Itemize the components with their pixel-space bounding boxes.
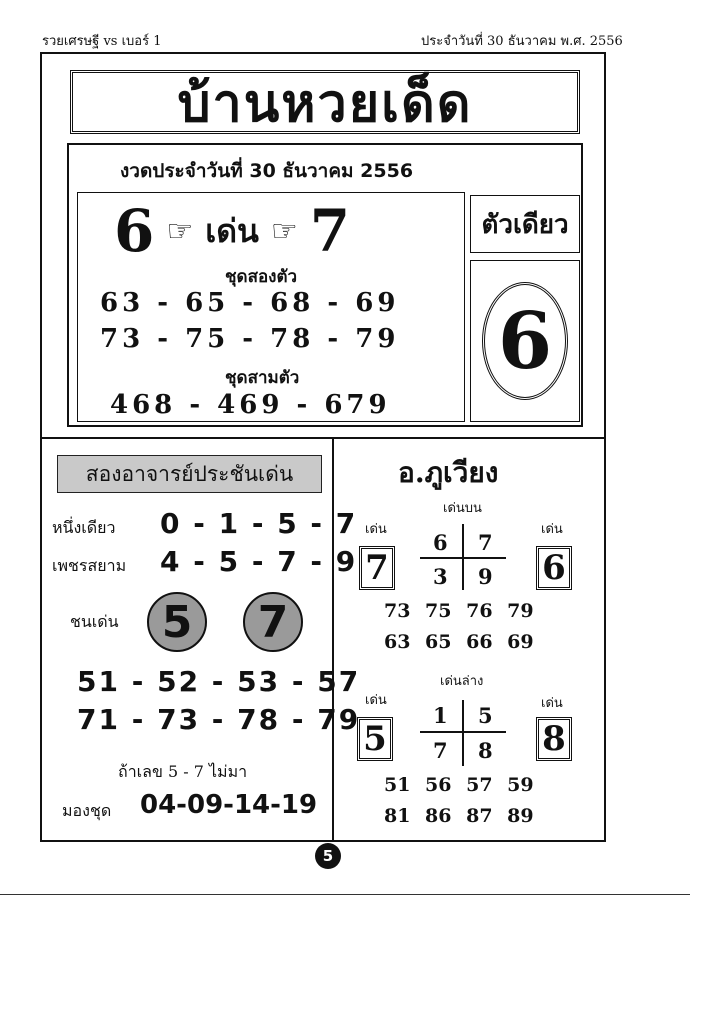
lower-pairs-row-2: 81 86 87 89 (384, 805, 534, 827)
left-pairs-row-1: 51 - 52 - 53 - 57 (77, 665, 361, 698)
upper-left-box: 7 (359, 546, 395, 590)
page-title: บ้านหวยเด็ด (70, 70, 580, 134)
paper-edge-divider (0, 894, 690, 895)
upper-right-box: 6 (536, 546, 572, 590)
upper-grid-br: 9 (478, 564, 493, 589)
left-panel-banner: สองอาจารย์ประชันเด่น (57, 455, 322, 493)
row-label-phet-sayam: เพชรสยาม (52, 556, 127, 575)
pointing-hand-right-icon: ☞ (270, 213, 298, 249)
pointing-hand-right-icon: ☞ (166, 213, 194, 249)
main-right-digit: 7 (309, 197, 351, 265)
lower-grid-tr: 5 (478, 703, 493, 728)
chon-digit-2: 7 (243, 592, 303, 652)
note-if-missing: ถ้าเลข 5 - 7 ไม่มา (118, 762, 248, 781)
chon-label: ชนเด่น (70, 612, 119, 631)
two-digit-label: ชุดสองตัว (225, 267, 298, 287)
upper-lead-left-label: เด่น (365, 522, 387, 537)
page-number: 5 (315, 843, 341, 869)
header-publication: รวยเศรษฐี vs เบอร์ 1 (42, 34, 162, 49)
main-play (114, 197, 350, 265)
main-left-digit: 6 (114, 197, 155, 265)
lower-grid-bl: 7 (433, 738, 448, 763)
lower-grid-br: 8 (478, 738, 493, 763)
left-pairs-row-2: 71 - 73 - 78 - 79 (77, 703, 361, 736)
guru-name: อ.ภูเวียง (398, 456, 499, 489)
three-digit-label: ชุดสามตัว (225, 368, 300, 388)
row-value-phet-sayam: 4 - 5 - 7 - 9 (160, 545, 358, 578)
upper-title: เด่นบน (443, 501, 482, 516)
single-digit: 6 (482, 282, 568, 400)
set-value: 04-09-14-19 (140, 790, 318, 820)
three-digit-row: 468 - 469 - 679 (110, 390, 391, 420)
row-label-nueng-diao: หนึ่งเดียว (52, 518, 116, 537)
upper-lead-right-label: เด่น (541, 522, 563, 537)
set-label: มองชุด (62, 801, 112, 820)
upper-pairs-row-2: 63 65 66 69 (384, 631, 534, 653)
lower-left-box: 5 (357, 717, 393, 761)
lower-lead-left-label: เด่น (365, 693, 387, 708)
section-divider (40, 437, 606, 439)
lower-title: เด่นล่าง (440, 674, 484, 689)
two-digit-row-2: 73 - 75 - 78 - 79 (100, 324, 400, 354)
header-date: ประจำวันที่ 30 ธันวาคม พ.ศ. 2556 (421, 34, 623, 49)
upper-grid-vline (462, 524, 464, 590)
upper-pairs-row-1: 73 75 76 79 (384, 600, 534, 622)
upper-grid-bl: 3 (433, 564, 448, 589)
draw-date: งวดประจำวันที่ 30 ธันวาคม 2556 (120, 160, 414, 182)
chon-digit-1: 5 (147, 592, 207, 652)
lower-grid-vline (462, 700, 464, 766)
lower-right-box: 8 (536, 717, 572, 761)
upper-grid-tr: 7 (478, 530, 493, 555)
row-value-nueng-diao: 0 - 1 - 5 - 7 (160, 507, 358, 540)
lower-grid-tl: 1 (433, 703, 448, 728)
lower-pairs-row-1: 51 56 57 59 (384, 774, 534, 796)
two-digit-row-1: 63 - 65 - 68 - 69 (100, 288, 400, 318)
upper-grid-tl: 6 (433, 530, 448, 555)
column-divider (332, 437, 334, 842)
lower-lead-right-label: เด่น (541, 696, 563, 711)
single-digit-label: ตัวเดียว (470, 195, 580, 253)
main-play-label: เด่น (205, 211, 259, 250)
